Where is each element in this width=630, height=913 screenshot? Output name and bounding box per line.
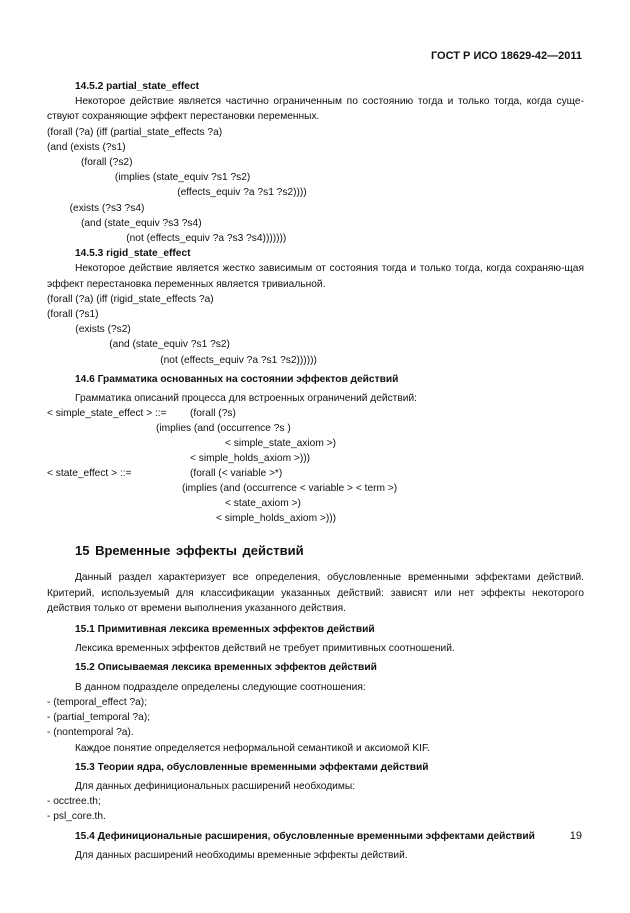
- code-line: (and (state_equiv ?s1 ?s2): [47, 339, 230, 351]
- code-line: (exists (?s2): [47, 324, 131, 336]
- code-line: (forall (?s2): [47, 157, 133, 169]
- paragraph-14-5-3: Некоторое действие является жестко зависимым от состояния тогда и только тогда, когда сохраняю-щая эффект перестановка переменных является тривиальной.: [47, 263, 584, 290]
- list-item: - occtree.th;: [47, 796, 101, 808]
- code-line: (exists (?s3 ?s4): [47, 202, 145, 214]
- code-line: (implies (state_equiv ?s1 ?s2): [47, 172, 251, 184]
- document-header: ГОСТ Р ИСО 18629-42—2011: [430, 50, 582, 62]
- code-block-14-5-3: [47, 292, 584, 368]
- paragraph-15-3: Для данных дефинициональных расширений необходимы:: [75, 780, 356, 792]
- list-item: - (nontemporal ?a).: [47, 727, 134, 739]
- grammar-line: < state_axiom >): [225, 498, 301, 510]
- grammar-line: (implies (and (occurrence < variable > < term >): [182, 483, 398, 495]
- grammar-line: < simple_state_axiom >): [225, 438, 336, 450]
- list-item: - psl_core.th.: [47, 811, 106, 823]
- code-line: (and (state_equiv ?s3 ?s4): [47, 217, 202, 229]
- heading-14-5-3: 14.5.3 rigid_state_effect: [75, 248, 191, 260]
- grammar-intro: Грамматика описаний процесса для встроенных ограничений действий:: [75, 393, 417, 405]
- paragraph-15-1: Лексика временных эффектов действий не требует примитивных соотношений.: [75, 643, 455, 655]
- heading-15: 15 Временные эффекты действий: [75, 543, 304, 559]
- heading-15-2: 15.2 Описываемая лексика временных эффектов действий: [75, 662, 377, 674]
- heading-15-1: 15.1 Примитивная лексика временных эффектов действий: [75, 624, 375, 636]
- code-block-14-5-2: [47, 125, 584, 247]
- code-line: (effects_equiv ?a ?s1 ?s2)))): [47, 187, 307, 199]
- code-line: (and (exists (?s1): [47, 141, 126, 153]
- code-line: (not (effects_equiv ?a ?s1 ?s2)))))): [47, 354, 317, 366]
- grammar-line: (forall (?s): [190, 408, 236, 420]
- heading-15-4: 15.4 Дефинициональные расширения, обусловленные временными эффектами действий: [75, 830, 535, 842]
- grammar-line: < simple_holds_axiom >))): [190, 453, 311, 465]
- code-line: (forall (?s1): [47, 309, 99, 321]
- paragraph-15-4: Для данных расширений необходимы временные эффекты действий.: [75, 849, 408, 861]
- list-item: - (partial_temporal ?a);: [47, 712, 151, 724]
- page-content: [47, 79, 584, 863]
- list-item: - (temporal_effect ?a);: [47, 696, 148, 708]
- heading-14-5-2: 14.5.2 partial_state_effect: [75, 81, 200, 92]
- grammar-block: [47, 406, 584, 527]
- paragraph-14-5-2: Некоторое действие является частично ограниченным по состоянию тогда и только тогда, когда суще-ствуют сохраняющие эффект перестановки переменных.: [47, 96, 584, 123]
- grammar-line: (implies (and (occurrence ?s ): [156, 423, 291, 435]
- heading-14-6: 14.6 Грамматика основанных на состоянии эффектов действий: [75, 373, 399, 385]
- page-number: 19: [569, 830, 582, 842]
- grammar-line: < state_effect > ::=: [47, 468, 132, 480]
- heading-15-3: 15.3 Теории ядра, обусловленные временными эффектами действий: [75, 761, 429, 773]
- paragraph-15-2: В данном подразделе определены следующие соотношения:: [75, 681, 366, 693]
- grammar-line: < simple_state_effect > ::=: [47, 408, 167, 420]
- code-line: (forall (?a) (iff (rigid_state_effects ?a): [47, 293, 214, 305]
- paragraph-15-2-note: Каждое понятие определяется неформальной семантикой и аксиомой KIF.: [75, 742, 430, 754]
- code-line: (forall (?a) (iff (partial_state_effects ?a): [47, 126, 223, 138]
- grammar-line: (forall (< variable >*): [190, 468, 283, 480]
- code-line: (not (effects_equiv ?a ?s3 ?s4))))))): [47, 233, 287, 245]
- grammar-line: < simple_holds_axiom >))): [216, 513, 337, 525]
- paragraph-15: Данный раздел характеризует все определения, обусловленные временными эффектами действий. Критерий, используемый для классификации указанных действий: зависят или нет эффекты некоторого действия только от времени выполнения указанного действия.: [47, 572, 584, 614]
